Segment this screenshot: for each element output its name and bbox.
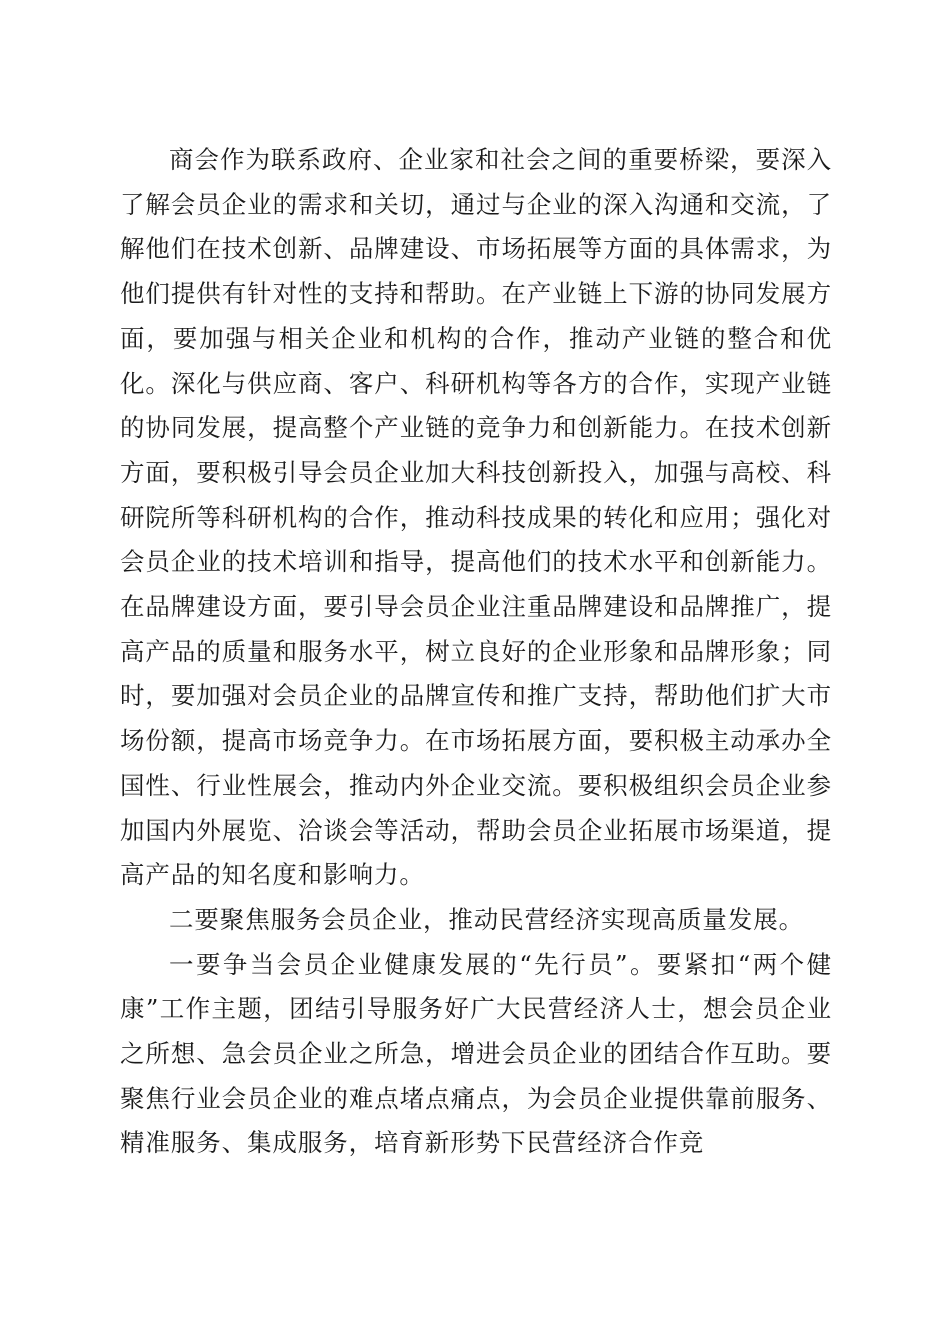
document-body xyxy=(120,138,832,1166)
paragraph-heading-two: 二要聚焦服务会员企业，推动民营经济实现高质量发展。 xyxy=(169,904,804,934)
paragraph-commerce-chamber: 商会作为联系政府、企业家和社会之间的重要桥梁，要深入了解会员企业的需求和关切，通过与企业的深入沟通和交流，了解他们在技术创新、品牌建设、市场拓展等方面的具体需求，为他们提供有针对性的支持和帮助。在产业链上下游的协同发展方面，要加强与相关企业和机构的合作，推动产业链的整合和优化。深化与供应商、客户、科研机构等各方的合作，实现产业链的协同发展，提高整个产业链的竞争力和创新能力。在技术创新方面，要积极引导会员企业加大科技创新投入，加强与高校、科研院所等科研机构的合作，推动科技成果的转化和应用；强化对会员企业的技术培训和指导，提高他们的技术水平和创新能力。在品牌建设方面，要引导会员企业注重品牌建设和品牌推广，提高产品的质量和服务水平，树立良好的企业形象和品牌形象；同时，要加强对会员企业的品牌宣传和推广支持，帮助他们扩大市场份额，提高市场竞争力。在市场拓展方面，要积极主动承办全国性、行业性展会，推动内外企业交流。要积极组织会员企业参加国内外展览、洽谈会等活动，帮助会员企业拓展市场渠道，提高产品的知名度和影响力。 xyxy=(120,145,832,890)
paragraph-pioneer: 一要争当会员企业健康发展的“先行员”。要紧扣“两个健康”工作主题，团结引导服务好广大民营经济人士，想会员企业之所想、急会员企业之所急，增进会员企业的团结合作互助。要聚焦行业会员企业的难点堵点痛点，为会员企业提供靠前服务、精准服务、集成服务，培育新形势下民营经济合作竞 xyxy=(120,949,832,1158)
